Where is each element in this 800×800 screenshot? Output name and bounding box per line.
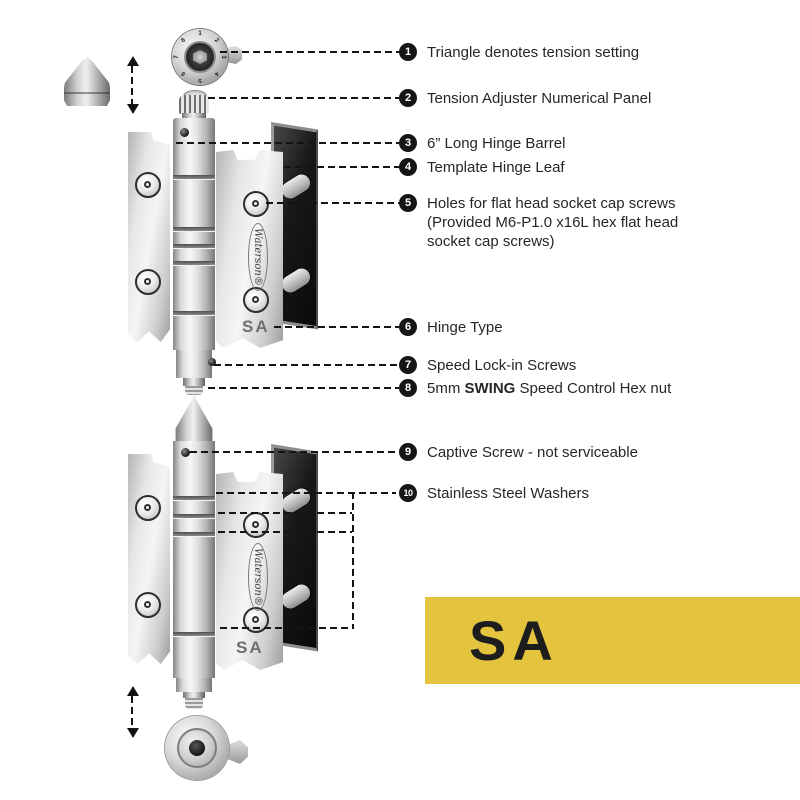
leader-line-1 (220, 51, 399, 53)
barrel-lower-bottom (176, 678, 212, 692)
captive-screw-hole (181, 448, 190, 457)
callout-5 (399, 194, 678, 251)
cone-seam (64, 92, 110, 94)
model-mark-top: SA (242, 317, 270, 336)
callout-4-label: Template Hinge Leaf (427, 159, 565, 176)
leaf-screw (135, 495, 161, 521)
arrow-up-icon (127, 686, 139, 696)
callout-1 (399, 43, 639, 62)
hex-nut-tip-bottom (185, 698, 203, 709)
callout-5-number: 5 (399, 194, 417, 212)
hinge-barrel-bottom (173, 441, 215, 678)
callout-2-number: 2 (399, 89, 417, 107)
leader-line-3 (176, 142, 399, 144)
callout-10 (399, 484, 589, 503)
callout-10-label: Stainless Steel Washers (427, 485, 590, 502)
dial-number: 5 (198, 77, 202, 83)
leaf-screw (135, 269, 161, 295)
callout-2 (399, 89, 651, 108)
callout-5-label (427, 194, 678, 251)
leaf-screw (135, 592, 161, 618)
leaf-screw (243, 607, 269, 633)
cone-tip-cap (62, 57, 112, 106)
callout-9 (399, 443, 638, 462)
barrel-groove (173, 311, 215, 315)
barrel-lower-top (176, 350, 212, 378)
arrow-down-icon (127, 728, 139, 738)
dial-number: 6 (180, 69, 188, 77)
washer-cap-tab (228, 740, 248, 764)
barrel-groove (173, 496, 215, 500)
dial-number: 3 (220, 55, 226, 59)
hex-nut-tip-top (185, 386, 203, 395)
washer-bracket-line-1 (218, 512, 352, 514)
barrel-groove (173, 261, 215, 265)
callout-7-label: Speed Lock-in Screws (427, 357, 577, 374)
leaf-screw (243, 512, 269, 538)
callout-5-line-1: Holes for flat head socket cap screws (427, 195, 676, 212)
dial-number: 1 (198, 31, 202, 37)
model-badge (425, 597, 800, 684)
callout-6 (399, 318, 503, 337)
callout-2-label: Tension Adjuster Numerical Panel (427, 90, 652, 107)
callout-3-number: 3 (399, 134, 417, 152)
tension-adjuster-dial (172, 29, 228, 85)
model-mark-bottom: SA (236, 638, 264, 657)
hinge-leaf-left-top (128, 132, 170, 342)
callout-8-label (427, 379, 671, 398)
callout-8-label-bold: SWING (464, 380, 516, 397)
barrel-groove (173, 532, 215, 536)
barrel-groove (173, 175, 215, 179)
barrel-groove (173, 632, 215, 636)
dial-number: 2 (212, 37, 220, 45)
washer-bracket-line-2 (218, 531, 352, 533)
barrel-groove (173, 514, 215, 518)
leader-line-7 (214, 364, 399, 366)
vertical-motion-arrow-bottom (131, 696, 133, 728)
callout-3 (399, 134, 565, 153)
callout-7 (399, 356, 576, 375)
vertical-motion-arrow-top (131, 66, 133, 104)
callout-4 (399, 158, 565, 177)
hinge-leaf-left-bottom (128, 454, 170, 664)
leaf-screw (135, 172, 161, 198)
callout-6-number: 6 (399, 318, 417, 336)
arrow-down-icon (127, 104, 139, 114)
dial-number: 4 (212, 69, 220, 77)
brand-logo-bottom: Waterson® (248, 543, 268, 611)
leader-line-6 (274, 326, 399, 328)
hinge-barrel-top (173, 118, 215, 350)
barrel-groove (173, 244, 215, 248)
callout-1-label: Triangle denotes tension setting (427, 44, 640, 61)
dial-number: 8 (180, 37, 188, 45)
callout-8-label-post: Speed Control Hex nut (515, 380, 672, 397)
barrel-neck-bottom (183, 378, 205, 386)
washer-bracket-vertical (352, 492, 354, 629)
set-screw-hole-top (180, 128, 189, 137)
washer-center-hole (189, 740, 205, 756)
callout-5-line-2: (Provided M6-P1.0 x16L hex flat head (427, 214, 679, 231)
leaf-screw (243, 191, 269, 217)
model-badge-label: SA (469, 609, 559, 672)
callout-1-number: 1 (399, 43, 417, 61)
leader-line-9 (190, 451, 399, 453)
brand-logo-top: Waterson® (248, 223, 268, 291)
callout-6-label: Hinge Type (427, 319, 503, 336)
callout-5-line-3: socket cap screws) (427, 233, 555, 250)
leader-line-2 (208, 97, 399, 99)
callout-9-label: Captive Screw - not serviceable (427, 444, 638, 461)
knurled-adjuster-cap (179, 95, 209, 114)
leader-line-4 (284, 166, 399, 168)
washer-cap-bottom-view (165, 716, 229, 780)
leader-line-5 (266, 202, 399, 204)
arrow-up-icon (127, 56, 139, 66)
leaf-screw (243, 287, 269, 313)
barrel-groove (173, 227, 215, 231)
washer-bracket-line-3 (220, 627, 352, 629)
callout-3-label: 6” Long Hinge Barrel (427, 135, 566, 152)
callout-8-number: 8 (399, 379, 417, 397)
callout-9-number: 9 (399, 443, 417, 461)
callout-4-number: 4 (399, 158, 417, 176)
leader-line-10 (216, 492, 396, 494)
dial-number: 7 (174, 55, 180, 59)
callout-8-label-pre: 5mm (427, 380, 465, 397)
leader-line-8 (208, 387, 399, 389)
pointed-cone-tip (174, 394, 214, 442)
callout-7-number: 7 (399, 356, 417, 374)
callout-10-number: 10 (399, 484, 417, 502)
callout-8 (399, 379, 671, 398)
